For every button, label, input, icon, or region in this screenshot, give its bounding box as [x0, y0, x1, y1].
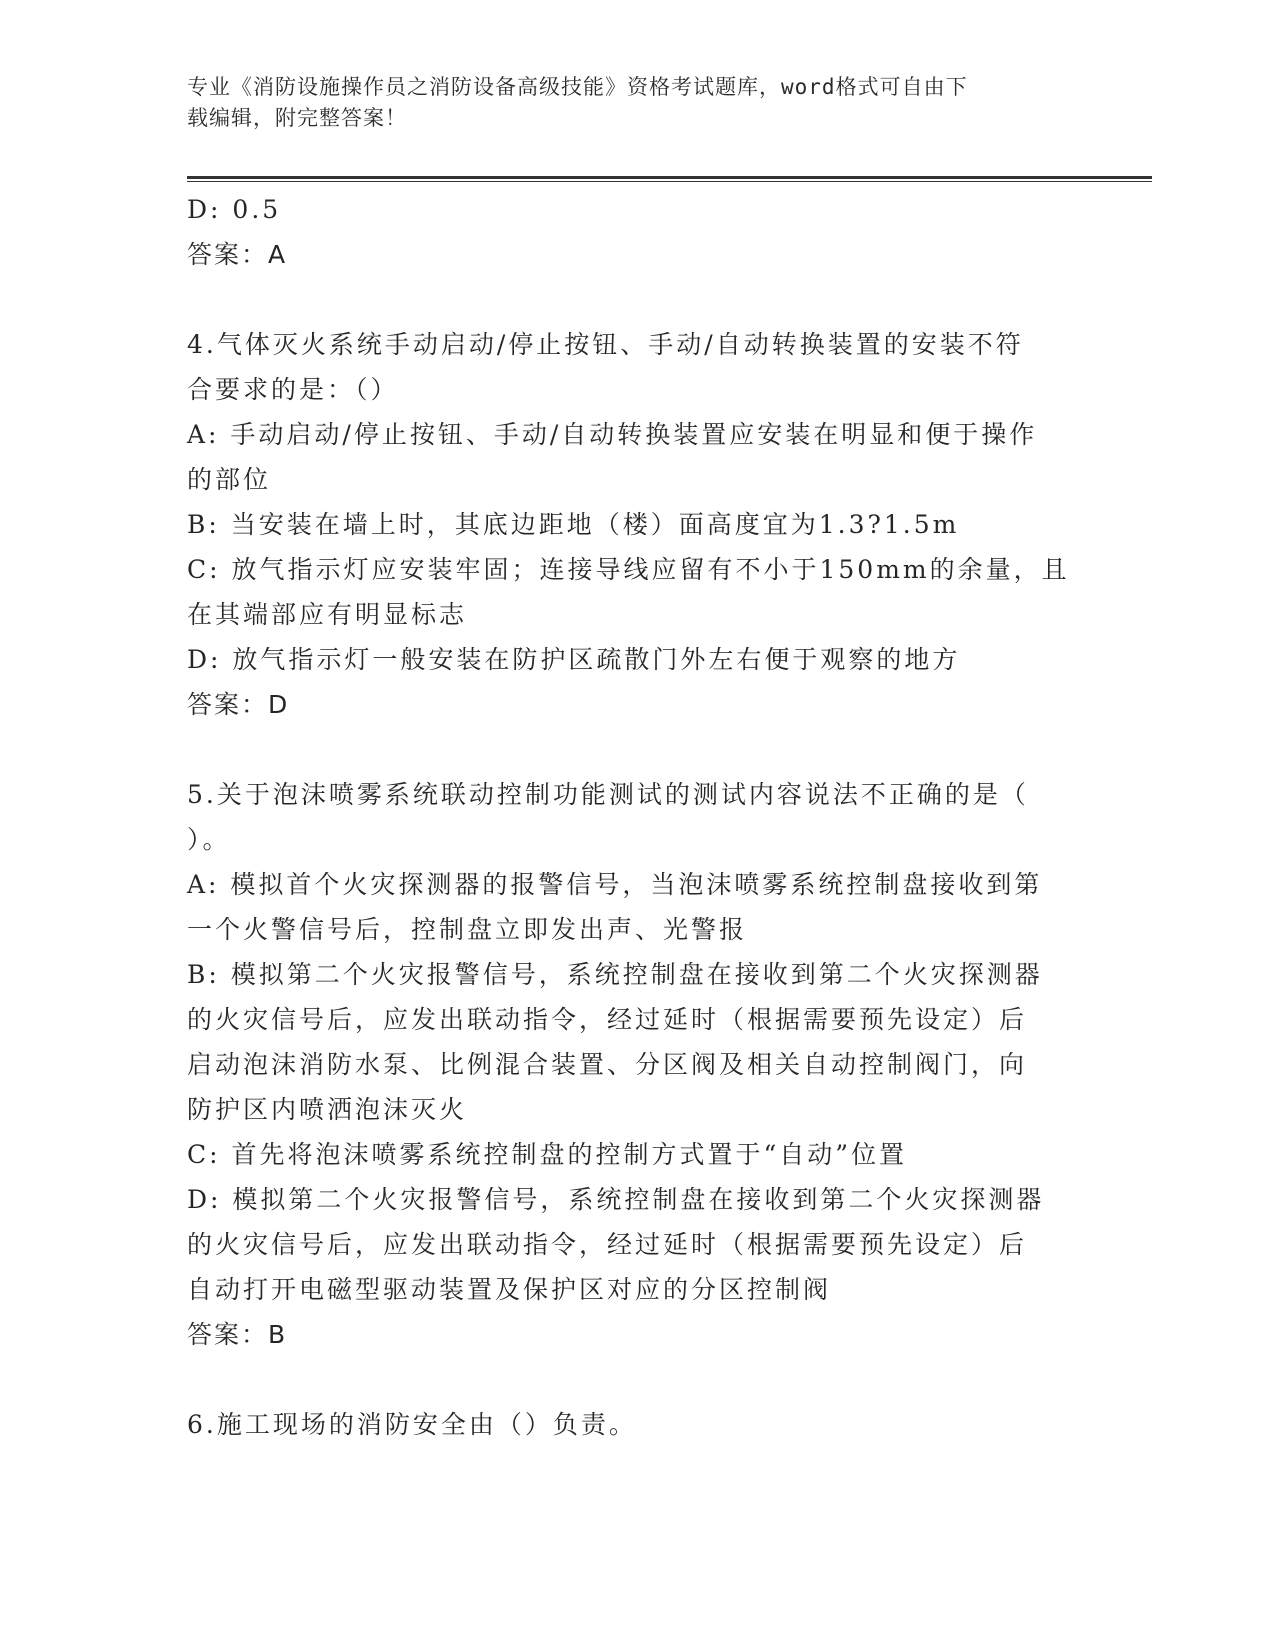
q4-option-a-line: A: 手动启动/停止按钮、手动/自动转换装置应安装在明显和便于操作	[187, 420, 1038, 449]
header-line-2: 载编辑，附完整答案！	[187, 106, 407, 130]
document-header	[187, 72, 1067, 134]
q4-stem-line: 合要求的是：（）	[187, 375, 399, 404]
header-line-1: 专业《消防设施操作员之消防设备高级技能》资格考试题库，word格式可自由下	[187, 75, 968, 99]
question-4	[187, 322, 1077, 727]
q5-option-b-line: 的火灾信号后，应发出联动指令，经过延时（根据需要预先设定）后	[187, 1005, 1028, 1034]
document-body	[187, 187, 1077, 1447]
spacer	[187, 277, 1077, 322]
q5-stem-line: ）。	[187, 825, 231, 854]
q4-option-d-line: D: 放气指示灯一般安装在防护区疏散门外左右便于观察的地方	[187, 645, 961, 674]
header-divider-thick	[187, 176, 1152, 179]
prev-question	[187, 187, 1077, 277]
q4-stem-line: 4.气体灭火系统手动启动/停止按钮、手动/自动转换装置的安装不符	[187, 330, 1024, 359]
q4-option-c-line: 在其端部应有明显标志	[187, 600, 468, 629]
q6-stem-line: 6.施工现场的消防安全由（）负责。	[187, 1410, 637, 1439]
spacer	[187, 1357, 1077, 1402]
q4-option-b-line: B: 当安装在墙上时，其底边距地（楼）面高度宜为1.3?1.5m	[187, 510, 960, 539]
q5-option-b-line: B: 模拟第二个火灾报警信号，系统控制盘在接收到第二个火灾探测器	[187, 960, 1043, 989]
q5-option-c-line: C: 首先将泡沫喷雾系统控制盘的控制方式置于“自动”位置	[187, 1140, 908, 1169]
header-divider-thin	[187, 181, 1152, 182]
q4-option-a-line: 的部位	[187, 465, 272, 494]
q5-option-d-line: 自动打开电磁型驱动装置及保护区对应的分区控制阀	[187, 1275, 832, 1304]
question-6	[187, 1402, 1077, 1447]
q5-option-b-line: 防护区内喷洒泡沫灭火	[187, 1095, 468, 1124]
q5-stem-line: 5.关于泡沫喷雾系统联动控制功能测试的测试内容说法不正确的是（	[187, 780, 1029, 809]
q5-option-b-line: 启动泡沫消防水泵、比例混合装置、分区阀及相关自动控制阀门，向	[187, 1050, 1028, 1079]
prev-option-d: D: 0.5	[187, 195, 282, 224]
q5-option-d-line: 的火灾信号后，应发出联动指令，经过延时（根据需要预先设定）后	[187, 1230, 1028, 1259]
q4-option-c-line: C: 放气指示灯应安装牢固；连接导线应留有不小于150mm的余量，且	[187, 555, 1070, 584]
prev-answer: 答案：A	[187, 240, 288, 269]
q5-option-d-line: D: 模拟第二个火灾报警信号，系统控制盘在接收到第二个火灾探测器	[187, 1185, 1045, 1214]
q5-option-a-line: A: 模拟首个火灾探测器的报警信号，当泡沫喷雾系统控制盘接收到第	[187, 870, 1043, 899]
spacer	[187, 727, 1077, 772]
q5-option-a-line: 一个火警信号后，控制盘立即发出声、光警报	[187, 915, 748, 944]
question-5	[187, 772, 1077, 1357]
q5-answer: 答案：B	[187, 1320, 288, 1349]
q4-answer: 答案：D	[187, 690, 290, 719]
